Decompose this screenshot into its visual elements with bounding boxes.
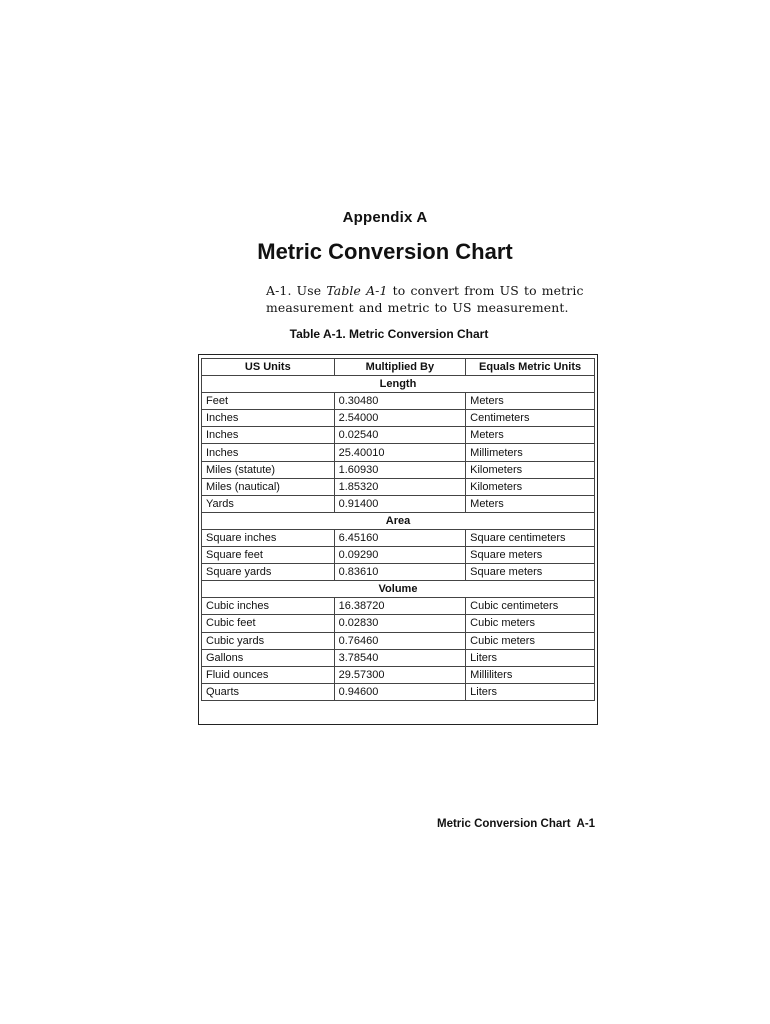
us-unit-cell: Inches [202, 410, 335, 427]
metric-unit-cell: Cubic meters [466, 615, 595, 632]
multiplier-cell: 1.60930 [334, 461, 466, 478]
metric-unit-cell: Liters [466, 683, 595, 700]
table-row [202, 410, 595, 427]
page-footer: Metric Conversion Chart A-1 [437, 818, 596, 830]
intro-prefix: A-1. Use [266, 283, 327, 298]
section-heading: Area [202, 512, 595, 529]
table-row [202, 683, 595, 700]
metric-unit-cell: Meters [466, 495, 595, 512]
metric-unit-cell: Millimeters [466, 444, 595, 461]
table-body [202, 376, 595, 701]
us-unit-cell: Cubic feet [202, 615, 335, 632]
table-row [202, 393, 595, 410]
us-unit-cell: Fluid ounces [202, 666, 335, 683]
us-unit-cell: Cubic yards [202, 632, 335, 649]
table-row [202, 598, 595, 615]
table-row [202, 615, 595, 632]
multiplier-cell: 16.38720 [334, 598, 466, 615]
us-unit-cell: Inches [202, 444, 335, 461]
table-header-row [202, 359, 595, 376]
table-row [202, 478, 595, 495]
metric-unit-cell: Square meters [466, 547, 595, 564]
table-row [202, 444, 595, 461]
metric-unit-cell: Square meters [466, 564, 595, 581]
us-unit-cell: Inches [202, 427, 335, 444]
conversion-table [201, 358, 595, 701]
multiplier-cell: 29.57300 [334, 666, 466, 683]
table-row [202, 529, 595, 546]
column-header-us-units: US Units [202, 359, 335, 376]
table-row [202, 547, 595, 564]
metric-unit-cell: Kilometers [466, 478, 595, 495]
table-row [202, 495, 595, 512]
column-header-metric-units: Equals Metric Units [466, 359, 595, 376]
multiplier-cell: 0.30480 [334, 393, 466, 410]
us-unit-cell: Square inches [202, 529, 335, 546]
metric-unit-cell: Cubic centimeters [466, 598, 595, 615]
us-unit-cell: Feet [202, 393, 335, 410]
us-unit-cell: Yards [202, 495, 335, 512]
metric-unit-cell: Meters [466, 427, 595, 444]
table-row [202, 649, 595, 666]
us-unit-cell: Cubic inches [202, 598, 335, 615]
table-caption: Table A-1. Metric Conversion Chart [289, 327, 489, 341]
multiplier-cell: 0.02830 [334, 615, 466, 632]
metric-unit-cell: Cubic meters [466, 632, 595, 649]
metric-unit-cell: Meters [466, 393, 595, 410]
multiplier-cell: 0.09290 [334, 547, 466, 564]
intro-paragraph [266, 282, 596, 316]
us-unit-cell: Quarts [202, 683, 335, 700]
table-row [202, 632, 595, 649]
us-unit-cell: Square yards [202, 564, 335, 581]
intro-suffix: to convert from US to metric measurement and metric to US measurement. [266, 283, 584, 315]
table-row [202, 427, 595, 444]
us-unit-cell: Miles (nautical) [202, 478, 335, 495]
multiplier-cell: 0.83610 [334, 564, 466, 581]
table-row [202, 461, 595, 478]
section-row-volume [202, 581, 595, 598]
column-header-multiplied-by: Multiplied By [334, 359, 466, 376]
table-row [202, 564, 595, 581]
metric-unit-cell: Kilometers [466, 461, 595, 478]
section-heading: Volume [202, 581, 595, 598]
section-heading: Length [202, 376, 595, 393]
metric-unit-cell: Liters [466, 649, 595, 666]
table-frame [198, 354, 598, 725]
multiplier-cell: 2.54000 [334, 410, 466, 427]
multiplier-cell: 0.91400 [334, 495, 466, 512]
multiplier-cell: 3.78540 [334, 649, 466, 666]
us-unit-cell: Gallons [202, 649, 335, 666]
metric-unit-cell: Centimeters [466, 410, 595, 427]
multiplier-cell: 0.02540 [334, 427, 466, 444]
us-unit-cell: Miles (statute) [202, 461, 335, 478]
multiplier-cell: 1.85320 [334, 478, 466, 495]
table-reference: Table A-1 [326, 283, 388, 298]
table-row [202, 666, 595, 683]
metric-unit-cell: Milliliters [466, 666, 595, 683]
multiplier-cell: 0.76460 [334, 632, 466, 649]
section-row-length [202, 376, 595, 393]
section-row-area [202, 512, 595, 529]
multiplier-cell: 25.40010 [334, 444, 466, 461]
page-title: Metric Conversion Chart [257, 239, 513, 264]
us-unit-cell: Square feet [202, 547, 335, 564]
appendix-label: Appendix A [342, 209, 428, 226]
multiplier-cell: 0.94600 [334, 683, 466, 700]
multiplier-cell: 6.45160 [334, 529, 466, 546]
metric-unit-cell: Square centimeters [466, 529, 595, 546]
